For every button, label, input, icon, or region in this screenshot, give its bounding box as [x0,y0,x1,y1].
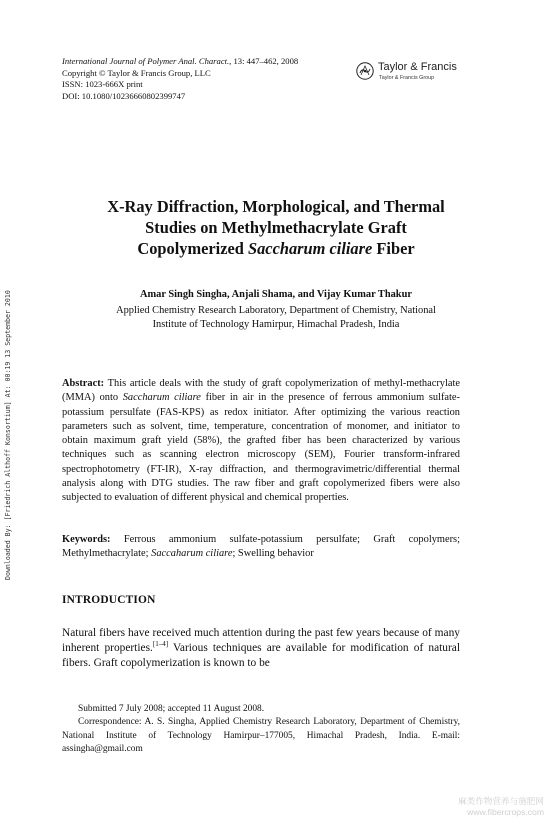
journal-issn: ISSN: 1023-666X print [62,79,143,90]
journal-name: International Journal of Polymer Anal. Charact. [62,56,230,66]
abstract-species-name: Saccharum ciliare [122,392,201,404]
abstract-text-start: This article deals with the study of graft copolymerization of methyl-methacrylate (MMA) onto [62,378,460,404]
journal-header [62,56,352,102]
title-line-3-end: Fiber [372,239,415,258]
submission-dates: Submitted 7 July 2008; accepted 11 August 2008. [78,704,265,714]
watermark-line-1: 麻类作物营养与施肥网 [458,796,544,806]
publisher-logo [356,60,476,86]
citation-reference[interactable]: [1–4] [152,640,169,649]
download-stamp [2,244,14,584]
taylor-francis-emblem-icon [356,62,374,80]
abstract-label: Abstract: [62,378,105,389]
keywords-text-end: ; Swelling behavior [232,548,314,560]
keywords-text-start: Ferrous ammonium sulfate-potassium persulfate; Graft copolymers; Methylmethacrylate; [62,534,460,560]
title-line-3 [52,238,500,259]
watermark-line-2: www.fibercrops.com [467,807,544,817]
title-line-3-start: Copolymerized [137,239,248,258]
keywords-paragraph [62,533,460,562]
keywords-label: Keywords: [62,534,111,545]
publisher-tagline: Taylor & Francis Group [379,75,435,81]
affiliation-line-2: Institute of Technology Hamirpur, Himachal Pradesh, India [152,319,400,330]
correspondence-note: Correspondence: A. S. Singha, Applied Chemistry Research Laboratory, Department of Chemistry, National Institute of Technology Hamirpur–177005, Himachal Pradesh, India. E-mail: assingha@gmail.com [62,717,460,754]
paper-title [52,196,500,259]
introduction-paragraph [62,626,460,671]
site-watermark [414,796,544,818]
abstract-paragraph [62,377,460,505]
abstract-text-end: fiber in air in the presence of ferrous ammonium sulfate-potassium persulfate (FAS-KPS) as redox initiator. After optimizing the various reaction parameters such as solvent, time, temperature, concentration of monomer, and initiator to obtain maximum graft yield (58%), the grafted fiber has been characterized by various techniques such as scanning electron microscopy (SEM), Fourier transform-infrared spectrophotometry (FT-IR), X-ray diffraction, and thermogravimetric/differential thermal analysis along with DTG studies. The raw fiber and graft copolymerized fibers were also subjected to evaluation of different physical and chemical properties. [62,392,460,503]
publisher-name: Taylor & Francis [378,61,457,73]
journal-citation: , 13: 447–462, 2008 [229,56,299,66]
affiliation-line-1: Applied Chemistry Research Laboratory, Department of Chemistry, National [116,305,436,316]
journal-doi: DOI: 10.1080/10236660802399747 [62,90,186,101]
title-line-2: Studies on Methylmethacrylate Graft [145,218,407,237]
introduction-text-start: Natural fibers have received much attention during the past few years because of many inherent properties. [62,627,460,654]
journal-copyright: Copyright © Taylor & Francis Group, LLC [62,67,211,78]
author-affiliation [52,304,500,332]
introduction-text-end: Various techniques are available for modification of natural fibers. Graft copolymerization is known to be [62,642,461,669]
download-stamp-text: Downloaded By: [Friedrich Althoff Konsortium] At: 00:19 13 September 2010 [4,290,12,580]
author-list: Amar Singh Singha, Anjali Shama, and Vijay Kumar Thakur [140,289,412,300]
introduction-heading: INTRODUCTION [62,594,156,606]
journal-citation-line [62,56,352,68]
keywords-species-name: Saccaharum ciliare [151,548,233,560]
title-line-1: X-Ray Diffraction, Morphological, and Thermal [107,197,445,216]
footnotes [62,703,460,756]
title-species-name: Saccharum ciliare [247,239,373,258]
